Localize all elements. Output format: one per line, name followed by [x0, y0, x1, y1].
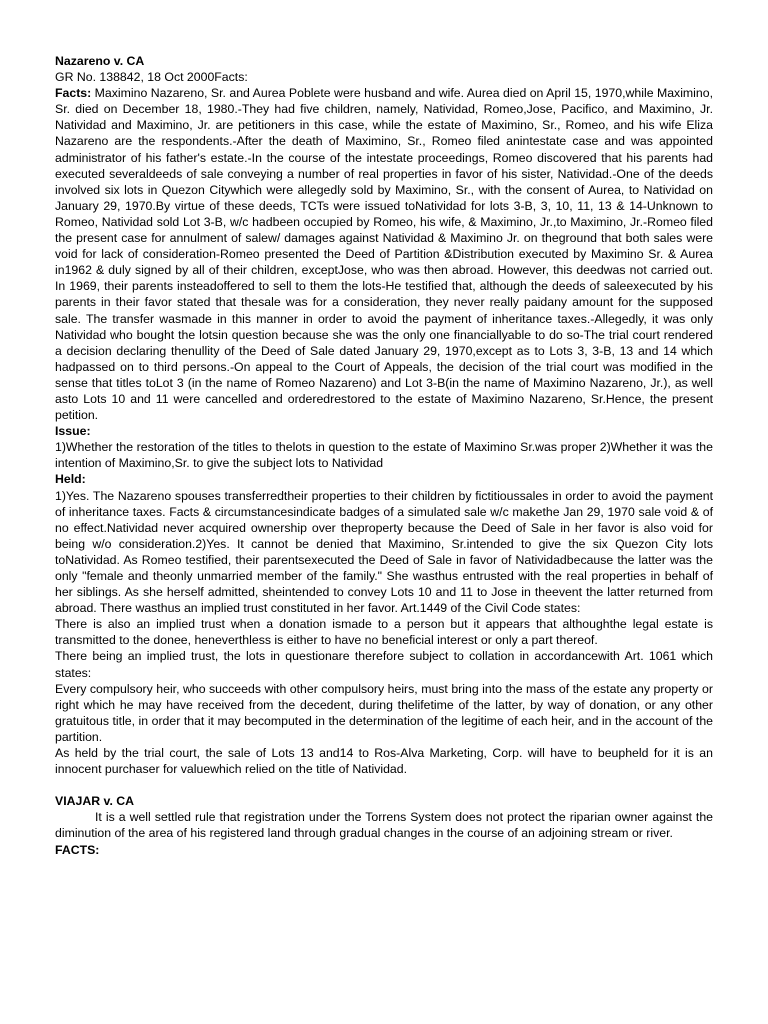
issue-text: 1)Whether the restoration of the titles to thelots in question to the estate of Maximino Sr.was proper 2)Whether it was the intention of Maximino,Sr. to give the subject lots to Natividad	[55, 440, 713, 471]
issue-label: Issue:	[55, 424, 91, 439]
held-label: Held:	[55, 472, 86, 487]
facts-label: Facts:	[55, 86, 92, 101]
ruling-paragraph: As held by the trial court, the sale of Lots 13 and14 to Ros-Alva Marketing, Corp. will have to beupheld for it is an innocent purchaser for valuewhich relied on the title of Natividad.	[55, 746, 713, 777]
quoted-provision-art-1449: There is also an implied trust when a donation ismade to a person but it appears that althoughthe legal estate is transmitted to the donee, heneverthless is either to have no beneficial interest or only a part thereof.	[55, 617, 713, 648]
held-text: 1)Yes. The Nazareno spouses transferredtheir properties to their children by fictitioussales in order to avoid the payment of inheritance taxes. Facts & circumstancesindicate badges of a simulated sale w/c makethe Jan 29, 1970 sale void & of no effect.Natividad never acquired ownership over theproperty because the Deed of Sale in her favor is also void for being w/o consideration.2)Yes. It cannot be denied that Maximino, Sr.intended to give the six Quezon City lots toNatividad. As Romeo testified, their parentsexecuted the Deed of Sale in favor of Natividadbecause the latter was the only "female and theonly unmarried member of the family." She wasthus entrusted with the real properties in behalf of her siblings. As she herself admitted, sheintended to convey Lots 10 and 11 to Jose in theevent the latter returned from abroad. There wasthus an implied trust constituted in her favor. Art.1449 of the Civil Code states:	[55, 488, 713, 616]
second-case-intro: It is a well settled rule that registration under the Torrens System does not protect the riparian owner against the diminution of the area of his registered land through gradual changes in the course of an adjoining stream or river.	[55, 810, 713, 841]
facts-paragraph	[55, 85, 713, 423]
second-case-facts-label: FACTS:	[55, 842, 100, 857]
case-title: Nazareno v. CA	[55, 54, 145, 68]
section-gap	[55, 777, 713, 793]
quoted-provision-art-1061: Every compulsory heir, who succeeds with other compulsory heirs, must bring into the mass of the estate any property or right which he may have received from the decedent, during thelifetime of the latter, by way of donation, or any other gratuitous title, in order that it may becomputed in the determination of the legitime of each heir, and in the account of the partition.	[55, 681, 713, 744]
document-page	[55, 53, 713, 858]
case-citation: GR No. 138842, 18 Oct 2000Facts:	[55, 70, 248, 85]
facts-text: Maximino Nazareno, Sr. and Aurea Poblete were husband and wife. Aurea died on April 15, 1970,while Maximino, Sr. died on December 18, 1980.-They had five children, namely, Natividad, Romeo,Jose, Pacifico, and Maximino, Jr. Natividad and Maximino, Jr. are petitioners in this case, while the estate of Maximino, Sr., Romeo, and his wife Eliza Nazareno are the respondents.-After the death of Maximino, Sr., Romeo filed anintestate case and was appointed administrator of his father's estate.-In the course of the intestate proceedings, Romeo discovered that his parents had executed severaldeeds of sale conveying a number of real properties in favor of his sister, Natividad.-One of the deeds involved six lots in Quezon Citywhich were allegedly sold by Maximino, Sr., with the consent of Aurea, to Natividad on January 29, 1970.By virtue of these deeds, TCTs were issued toNatividad for lots 3-B, 3, 10, 11, 13 & 14-Unknown to Romeo, Natividad sold Lot 3-B, w/c hadbeen occupied by Romeo, his wife, & Maximino, Jr.,to Maximino, Jr.-Romeo filed the present case for annulment of salew/ damages against Natividad & Maximino Jr. on theground that both sales were void for lack of consideration-Romeo presented the Deed of Partition &Distribution executed by Maximino Sr. & Aurea in1962 & duly signed by all of their children, exceptJose, who was then abroad. However, this deedwas not carried out. In 1969, their parents insteadoffered to sell to them the lots-He testified that, although the deeds of saleexecuted by his parents in their favor stated that thesale was for a consideration, they never really paidany amount for the supposed sale. The transfer wasmade in this manner in order to avoid the payment of inheritance taxes.-Allegedly, it was only Natividad who bought the lotsin question because she was the only one financiallyable to do so-The trial court rendered a decision declaring thenullity of the Deed of Sale dated January 29, 1970,except as to Lots 3, 3-B, 13 and 14 which hadpassed on to third persons.-On appeal to the Court of Appeals, the decision of the trial court was modified in the sense that titles toLot 3 (in the name of Romeo Nazareno) and Lot 3-B(in the name of Maximino Nazareno, Jr.), as well asto Lots 10 and 11 were cancelled and orderedrestored to the estate of Maximino Nazareno, Sr.Hence, the present petition.	[55, 86, 714, 423]
second-case-title: VIAJAR v. CA	[55, 794, 135, 809]
collation-paragraph: There being an implied trust, the lots in questionare therefore subject to collation in accordancewith Art. 1061 which states:	[55, 649, 713, 680]
